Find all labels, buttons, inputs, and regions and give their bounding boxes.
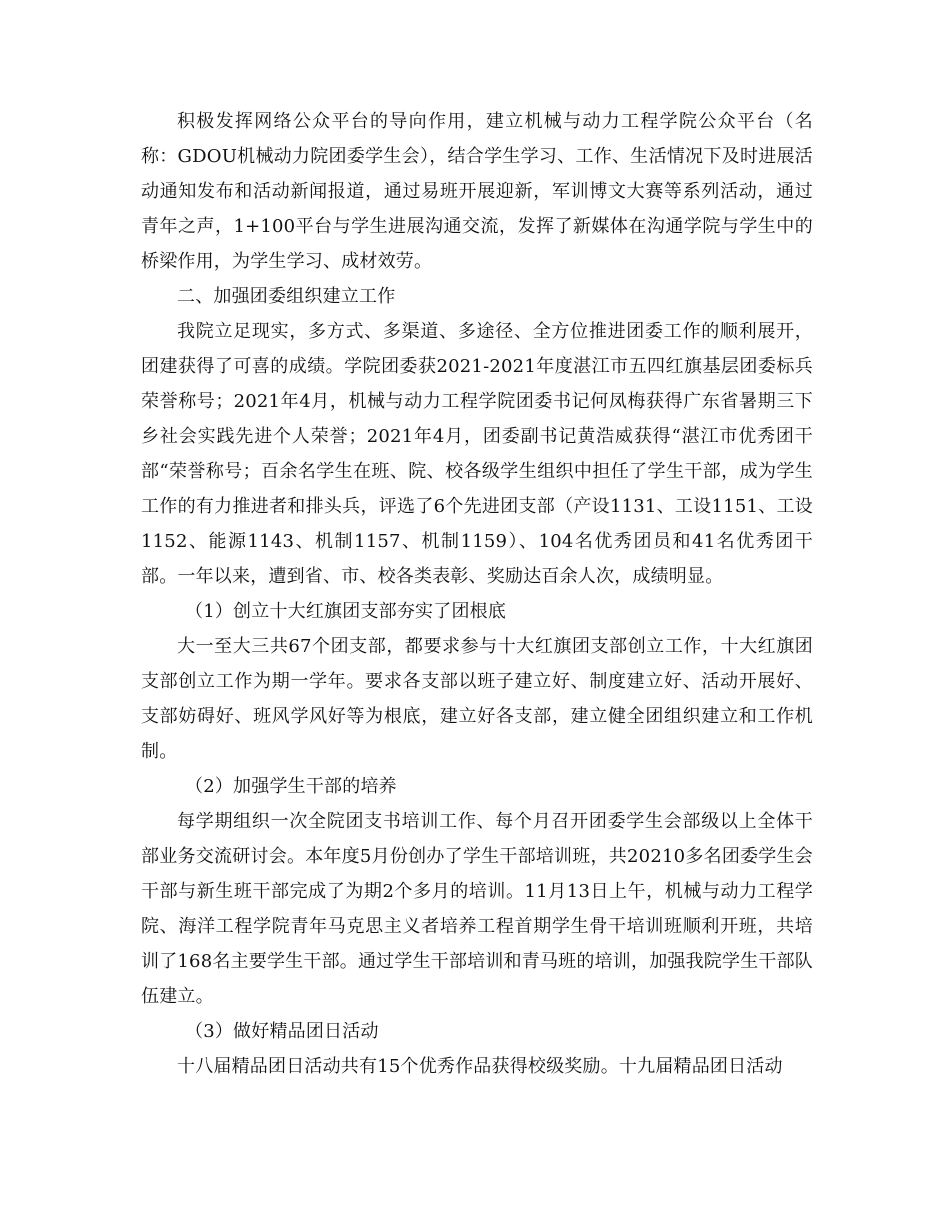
subheading-2: （2）加强学生干部的培养 — [185, 776, 397, 797]
paragraph-league-day: 十八届精品团日活动共有15个优秀作品获得校级奖励。十九届精品团日活动 — [177, 1056, 783, 1077]
paragraph-red-flag-branches: 大一至大三共67个团支部，都要求参与十大红旗团支部创立工作，十大红旗团支部创立工作为期一学年。要求各支部以班子建立好、制度建立好、活动开展好、支部妨碍好、班风学风好等为根底，建立好各支部，建立健全团组织建立和工作机制。 — [141, 636, 813, 762]
section-heading-2: 二、加强团委组织建立工作 — [177, 286, 396, 307]
paragraph-achievements: 我院立足现实，多方式、多渠道、多途径、全方位推进团委工作的顺利展开，团建获得了可喜的成绩。学院团委获2021-2021年度湛江市五四红旗基层团委标兵荣誉称号；2021年4月，机械与动力工程学院团委书记何凤梅获得广东省暑期三下乡社会实践先进个人荣誉；2021年4月，团委副书记黄浩威获得“湛江市优秀团干部“荣誉称号；百余名学生在班、院、校各级学生组织中担任了学生干部，成为学生工作的有力推进者和排头兵，评选了6个先进团支部（产设1131、工设1151、工设1152、能源1143、机制1157、机制1159）、104名优秀团员和41名优秀团干部。一年以来，遭到省、市、校各类表彰、奖励达百余人次，成绩明显。 — [141, 321, 813, 587]
subheading-1: （1）创立十大红旗团支部夯实了团根底 — [185, 601, 507, 622]
document-body — [141, 104, 813, 1084]
paragraph-new-media: 积极发挥网络公众平台的导向作用，建立机械与动力工程学院公众平台（名称：GDOU机械动力院团委学生会），结合学生学习、工作、生活情况下及时进展活动通知发布和活动新闻报道，通过易班开展迎新，军训博文大赛等系列活动，通过青年之声，1+100平台与学生进展沟通交流，发挥了新媒体在沟通学院与学生中的桥梁作用，为学生学习、成材效劳。 — [141, 111, 813, 272]
subheading-3: （3）做好精品团日活动 — [185, 1021, 379, 1042]
paragraph-cadre-training: 每学期组织一次全院团支书培训工作、每个月召开团委学生会部级以上全体干部业务交流研讨会。本年度5月份创办了学生干部培训班，共20210多名团委学生会干部与新生班干部完成了为期2个多月的培训。11月13日上午，机械与动力工程学院、海洋工程学院青年马克思主义者培养工程首期学生骨干培训班顺利开班，共培训了168名主要学生干部。通过学生干部培训和青马班的培训，加强我院学生干部队伍建立。 — [141, 811, 813, 1007]
